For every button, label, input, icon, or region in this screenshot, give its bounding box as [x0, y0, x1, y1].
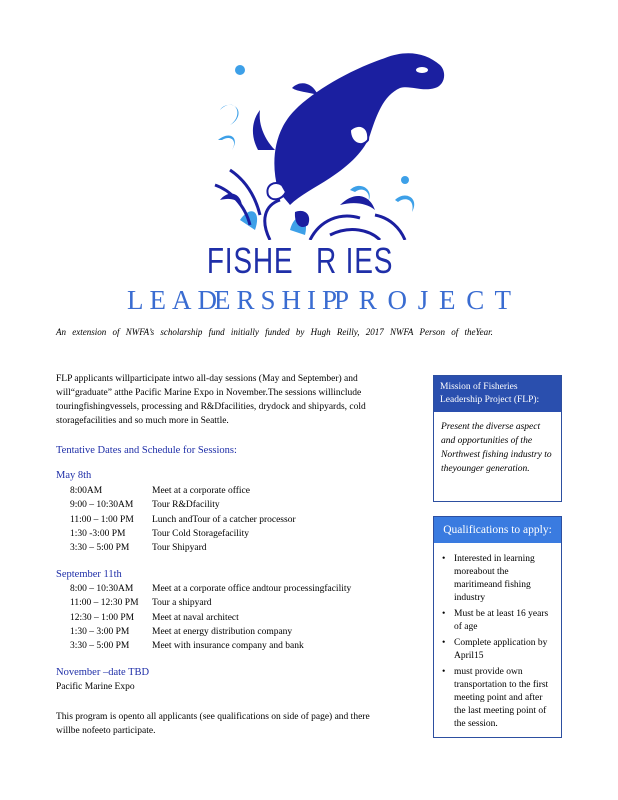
september-session-title: September 11th	[56, 569, 122, 580]
schedule-description: Tour Cold Storagefacility	[152, 528, 249, 539]
main-title-part1: FISHE	[206, 240, 294, 281]
schedule-row	[70, 613, 390, 627]
schedule-row	[70, 529, 390, 543]
orca-whale-logo	[200, 40, 450, 240]
schedule-time: 3:30 – 5:00 PM	[70, 641, 130, 652]
schedule-description: Lunch andTour of a catcher processor	[152, 514, 296, 525]
qualification-text: Interested in learning moreabout the maritimeand fishing industry	[454, 554, 535, 603]
list-item	[442, 553, 553, 605]
schedule-time: 9:00 – 10:30AM	[70, 500, 134, 511]
qualification-text: Must be at least 16 years of age	[454, 609, 549, 632]
schedule-time: 11:00 – 1:00 PM	[70, 514, 134, 525]
main-title	[68, 240, 550, 284]
november-session-title: November –date TBD	[56, 667, 150, 678]
schedule-description: Tour Shipyard	[152, 543, 207, 554]
schedule-row	[70, 500, 390, 514]
schedule-time: 12:30 – 1:00 PM	[70, 612, 135, 623]
qualifications-list	[434, 543, 561, 742]
mission-text: Present the diverse aspect and opportunities of the Northwest fishing industry to theyounger generation.	[441, 422, 552, 474]
subtitle	[127, 285, 514, 319]
qualification-text: must provide own transportation to the first meeting point and after the last meeting point of the session.	[454, 667, 549, 729]
schedule-row	[70, 598, 390, 612]
main-title-part2: R IES	[316, 240, 394, 281]
schedule-description: Tour R&Dfacility	[152, 500, 220, 511]
schedule-description: Tour a shipyard	[152, 598, 212, 609]
bullet-icon: •	[442, 609, 446, 619]
list-item	[442, 637, 553, 663]
qualifications-box	[433, 516, 562, 738]
schedule-description: Meet at a corporate office andtour processingfacility	[152, 584, 352, 594]
list-item	[442, 666, 553, 731]
schedule-row	[70, 627, 390, 641]
schedule-description: Meet at a corporate office	[152, 486, 250, 496]
schedule-row	[70, 486, 390, 500]
schedule-row	[70, 641, 390, 655]
subtitle-part2: ERSHIP	[214, 285, 344, 315]
bullet-icon: •	[442, 667, 446, 677]
schedule-row	[70, 515, 390, 529]
schedule-time: 3:30 – 5:00 PM	[70, 543, 130, 554]
schedule-description: Meet with insurance company and bank	[152, 641, 304, 652]
mission-heading: Mission of Fisheries Leadership Project (FLP):	[434, 376, 561, 412]
schedule-row	[70, 543, 390, 557]
footer-note: This program is opento all applicants (see qualifications on side of page) and there willbe nofeeto participate.	[56, 712, 370, 736]
qualification-text: Complete application by April15	[454, 638, 548, 661]
schedule-time: 8:00 – 10:30AM	[70, 584, 134, 594]
may-schedule	[70, 486, 390, 557]
subtitle-part1: LEAD	[127, 285, 223, 315]
list-item	[442, 608, 553, 634]
schedule-time: 1:30 – 3:00 PM	[70, 626, 130, 637]
november-location: Pacific Marine Expo	[56, 682, 135, 692]
bullet-icon: •	[442, 638, 446, 648]
subtitle-part3: P R O J E C T	[334, 285, 514, 315]
intro-paragraph: FLP applicants willparticipate intwo all-day sessions (May and September) and will“graduate” atthe Pacific Marine Expo in November.The sessions willinclude touringfishingvessels, processing and R&Dfacilities, drydock and shipyards, cold storagefacilities and so much more in Seattle.	[56, 374, 366, 426]
schedule-time: 1:30 -3:00 PM	[70, 528, 126, 539]
qualifications-heading: Qualifications to apply:	[434, 517, 561, 543]
mission-box	[433, 375, 562, 502]
schedule-time: 8:00AM	[70, 486, 103, 496]
september-schedule	[70, 584, 390, 655]
bullet-icon: •	[442, 554, 446, 564]
schedule-time: 11:00 – 12:30 PM	[70, 598, 139, 609]
schedule-row	[70, 584, 390, 598]
tagline: An extension of NWFA’s scholarship fund initially funded by Hugh Reilly, 2017 NWFA Person of theYear.	[56, 327, 493, 337]
may-session-title: May 8th	[56, 470, 92, 481]
schedule-description: Meet at energy distribution company	[152, 626, 293, 637]
schedule-heading: Tentative Dates and Schedule for Sessions:	[56, 445, 237, 456]
schedule-description: Meet at naval architect	[152, 612, 239, 623]
